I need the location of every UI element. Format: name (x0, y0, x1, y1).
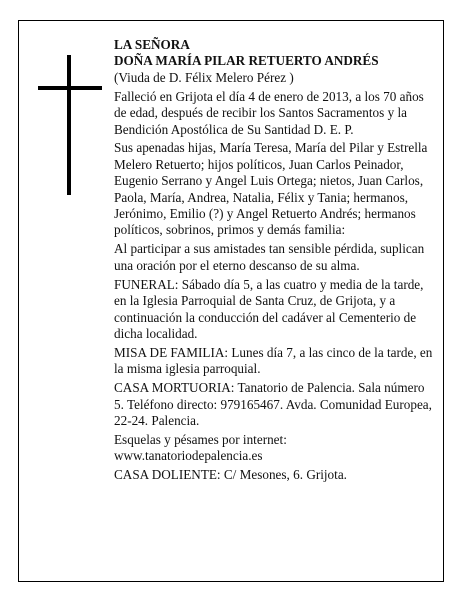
widow-of: (Viuda de D. Félix Melero Pérez ) (114, 69, 294, 85)
title-la-senora: LA SEÑORA (114, 37, 190, 52)
death-notice: Falleció en Grijota el día 4 de enero de 2013, a los 70 años de edad, después de recibir los Santos Sacramentos y la Bendición Apostólica de Su Santidad D. E. P. (114, 88, 424, 137)
cross-icon-vertical-bar (67, 55, 71, 195)
funeral-home-info: CASA MORTUORIA: Tanatorio de Palencia. Sala número 5. Teléfono directo: 979165467. Avda. Comunidad Europea, 22-24. Palencia. (114, 380, 432, 428)
funeral-info: FUNERAL: Sábado día 5, a las cuatro y media de la tarde, en la Iglesia Parroquial de Santa Cruz, de Grijota, y a continuación la conducción del cadáver al Cementerio de dicha localidad. (114, 276, 424, 341)
prayer-request: Al participar a sus amistades tan sensible pérdida, suplican una oración por el eterno descanso de su alma. (114, 241, 425, 273)
internet-condolences: Esquelas y pésames por internet: www.tanatoriodepalencia.es (114, 431, 287, 464)
family-home-address: CASA DOLIENTE: C/ Mesones, 6. Grijota. (114, 467, 347, 483)
cross-icon-horizontal-bar (38, 86, 102, 90)
deceased-name: DOÑA MARÍA PILAR RETUERTO ANDRÉS (114, 53, 379, 69)
family-list: Sus apenadas hijas, María Teresa, María del Pilar y Estrella Melero Retuerto; hijos políticos, Juan Carlos Peinador, Eugenio Serrano y Angel Luis Ortega; nietos, Juan Carlos, Paola, María, Andrea, Natalia, Félix y Tania; hermanos, Jerónimo, Emilio (?) y Angel Retuerto Andrés; hermanos políticos, sobrinos, primos y demás familia: (114, 140, 428, 238)
obituary-text (114, 37, 434, 484)
family-mass-info: MISA DE FAMILIA: Lunes día 7, a las cinco de la tarde, en la misma iglesia parroquial. (114, 344, 433, 377)
